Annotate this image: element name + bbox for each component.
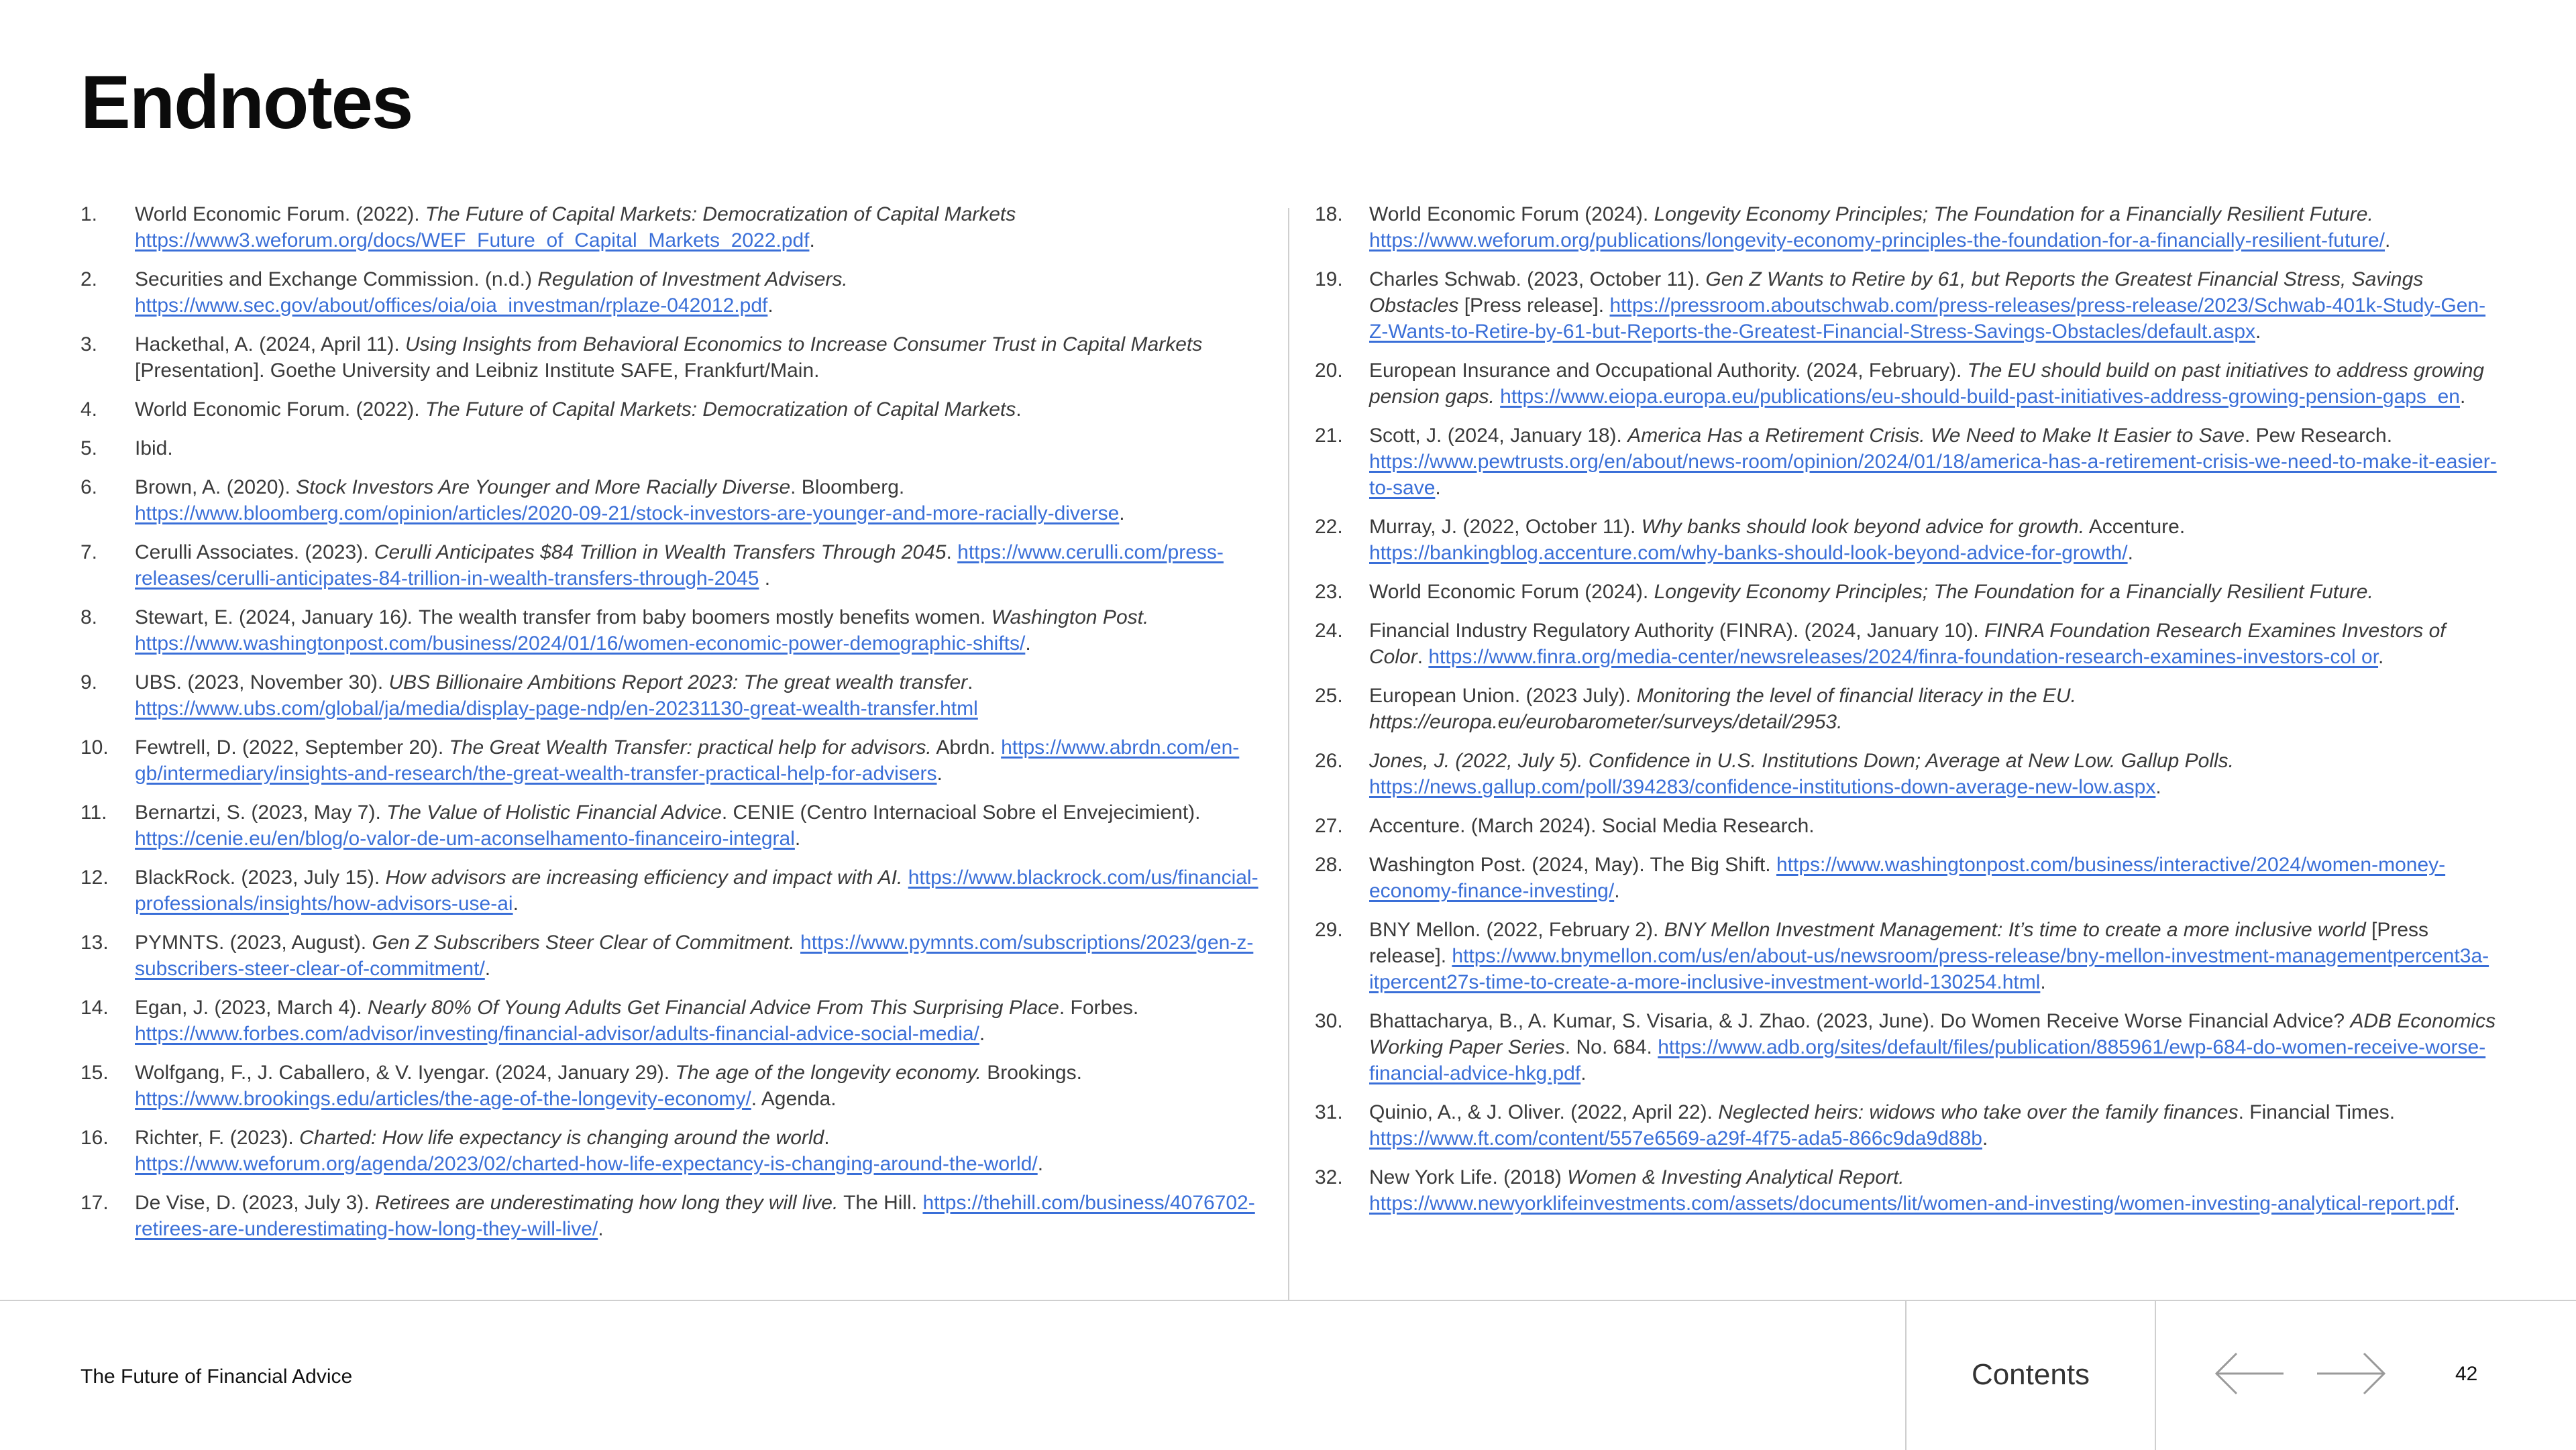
endnote-number: 4. — [80, 398, 98, 421]
endnote-item — [1315, 618, 2502, 670]
endnote-text-fragment: . Financial Times. — [2238, 1101, 2396, 1123]
endnote-number: 28. — [1315, 854, 1343, 876]
endnote-text-fragment: . — [513, 893, 519, 915]
endnote-text — [135, 474, 1268, 526]
endnote-text — [1369, 813, 2502, 839]
endnote-text-fragment: [Presentation]. Goethe University and Leibniz Institute SAFE, Frankfurt/Main. — [135, 359, 820, 382]
endnote-text-fragment: . — [1614, 880, 1620, 902]
endnote-link[interactable]: https://www.sec.gov/about/offices/oia/oia_investman/rplaze-042012.pdf — [135, 294, 768, 317]
endnote-number: 15. — [80, 1062, 109, 1084]
endnote-number: 11. — [80, 801, 107, 824]
endnote-text — [135, 734, 1268, 787]
endnote-text-fragment: . Forbes. — [1059, 997, 1139, 1019]
endnote-item — [80, 865, 1268, 917]
endnote-text-fragment: . — [1435, 477, 1441, 499]
endnote-number: 9. — [80, 671, 98, 693]
endnote-link[interactable]: https://bankingblog.accenture.com/why-banks-should-look-beyond-advice-for-growth/ — [1369, 542, 2128, 564]
endnote-source-title: Charted: How life expectancy is changing around the world — [299, 1127, 824, 1149]
endnote-text — [135, 266, 1268, 319]
endnote-link[interactable]: https://www.adb.org/sites/default/files/publication/885961/ewp-684-do-women-receive-worse-financial-advice-hkg.pdf — [1369, 1036, 2486, 1084]
endnote-source-title: Stock Investors Are Younger and More Racially Diverse — [296, 476, 791, 498]
endnote-item — [1315, 357, 2502, 410]
endnote-source-title: The age of the longevity economy. — [675, 1062, 981, 1084]
endnote-text-fragment: . — [1982, 1127, 1988, 1150]
endnote-text — [135, 930, 1268, 982]
endnote-item — [80, 669, 1268, 722]
endnote-text-fragment: . — [767, 294, 773, 317]
endnote-text-fragment: . — [979, 1023, 985, 1045]
endnote-text-fragment: . — [2460, 386, 2466, 408]
endnote-source-title: Gen Z Subscribers Steer Clear of Commitment. — [372, 932, 795, 954]
endnote-source-title: Washington Post. — [991, 606, 1149, 628]
endnote-link[interactable]: https://www.eiopa.europa.eu/publications/eu-should-build-past-initiatives-address-growing-pension-gaps_en — [1500, 386, 2460, 408]
endnote-text-fragment: . — [2454, 1192, 2460, 1215]
endnote-text-fragment: Abrdn. — [931, 736, 1002, 759]
endnote-link[interactable]: https://www.bnymellon.com/us/en/about-us/newsroom/press-release/bny-mellon-investment-managementpercent3a-itpercent27s-time-to-create-a-more-inclusive-investment-world-130254.html — [1369, 945, 2489, 993]
endnote-text — [1369, 357, 2502, 410]
endnote-text-fragment: . Pew Research. — [2244, 425, 2393, 447]
endnote-source-title: The Future of Capital Markets: Democratization of Capital Markets — [425, 398, 1016, 421]
endnote-text-fragment — [1495, 386, 1500, 408]
endnote-text — [1369, 683, 2502, 735]
endnote-text — [135, 396, 1268, 423]
endnote-source-title: Nearly 80% Of Young Adults Get Financial Advice From This Surprising Place — [367, 997, 1059, 1019]
endnote-source-title: Using Insights from Behavioral Economics to Increase Consumer Trust in Capital Markets — [405, 333, 1203, 355]
endnote-text-fragment: Egan, J. (2023, March 4). — [135, 997, 368, 1019]
endnote-text-fragment: . — [1580, 1062, 1587, 1084]
endnote-text-fragment: Hackethal, A. (2024, April 11). — [135, 333, 405, 355]
endnote-text-fragment: Wolfgang, F., J. Caballero, & V. Iyengar. (2024, January 29). — [135, 1062, 676, 1084]
endnote-text — [135, 799, 1268, 852]
page-number: 42 — [2455, 1363, 2478, 1385]
endnote-source-title: Longevity Economy Principles; The Foundation for a Financially Resilient Future. — [1654, 581, 2373, 603]
endnote-text — [1369, 266, 2502, 345]
endnote-text-fragment: . — [2127, 542, 2133, 564]
endnote-text — [135, 604, 1268, 657]
endnote-link[interactable]: https://www.cerulli.com/press-releases/cerulli-anticipates-84-trillion-in-wealth-transfers-through-2045 — [135, 541, 1224, 590]
endnote-link[interactable]: https://www.pymnts.com/subscriptions/2023/gen-z-subscribers-steer-clear-of-commitment/ — [135, 932, 1254, 980]
endnote-item — [1315, 852, 2502, 904]
endnote-text — [1369, 201, 2502, 254]
endnote-text-fragment: Quinio, A., & J. Oliver. (2022, April 22). — [1369, 1101, 1719, 1123]
endnote-text — [1369, 852, 2502, 904]
endnote-source-title: ). — [400, 606, 414, 628]
endnote-text — [135, 201, 1268, 254]
endnote-text — [135, 331, 1268, 384]
endnote-source-title: How advisors are increasing efficiency and impact with AI. — [385, 867, 903, 889]
endnote-text-fragment: . — [967, 671, 973, 693]
endnote-link[interactable]: https://www.weforum.org/publications/longevity-economy-principles-the-foundation-for-a-financially-resilient-future/ — [1369, 229, 2385, 252]
endnote-text-fragment: . — [2040, 971, 2046, 993]
endnote-text-fragment: The Hill. — [838, 1192, 923, 1214]
endnote-link[interactable]: https://www.ubs.com/global/ja/media/display-page-ndp/en-20231130-great-wealth-transfer.html — [135, 698, 978, 720]
endnote-text-fragment: Brown, A. (2020). — [135, 476, 297, 498]
endnote-text-fragment: . — [824, 1127, 830, 1149]
endnote-item — [1315, 683, 2502, 735]
endnote-number: 22. — [1315, 516, 1343, 538]
endnote-text — [1369, 514, 2502, 566]
endnote-link[interactable]: https://www.newyorklifeinvestments.com/assets/documents/lit/women-and-investing/women-investing-analytical-report.pdf — [1369, 1192, 2455, 1215]
endnote-source-title: Cerulli Anticipates $84 Trillion in Wealth Transfers Through 2045 — [374, 541, 947, 563]
endnote-item — [80, 474, 1268, 526]
endnote-link[interactable]: https://cenie.eu/en/blog/o-valor-de-um-aconselhamento-financeiro-integral — [135, 828, 795, 850]
endnote-item — [80, 1060, 1268, 1112]
endnote-source-title: FINRA Foundation Research Examines Investors of Color — [1369, 620, 2446, 668]
endnote-item — [80, 201, 1268, 254]
endnote-number: 7. — [80, 541, 98, 563]
endnote-text-fragment: BNY Mellon. (2022, February 2). — [1369, 919, 1664, 941]
endnote-source-title: The Great Wealth Transfer: practical help for advisors. — [449, 736, 932, 759]
arrow-left-icon[interactable] — [2214, 1347, 2288, 1400]
endnote-text-fragment: Financial Industry Regulatory Authority (FINRA). (2024, January 10). — [1369, 620, 1985, 642]
endnote-number: 32. — [1315, 1166, 1343, 1188]
endnote-number: 12. — [80, 867, 109, 889]
endnote-text-fragment: De Vise, D. (2023, July 3). — [135, 1192, 375, 1214]
page-title: Endnotes — [80, 60, 413, 144]
endnote-text-fragment: . — [2255, 321, 2261, 343]
endnote-source-title: Gen Z Wants to Retire by 61, but Reports the Greatest Financial Stress, Savings Obstacles — [1369, 268, 2424, 317]
endnote-text-fragment: Bernartzi, S. (2023, May 7). — [135, 801, 387, 824]
endnote-item — [1315, 201, 2502, 254]
endnote-text-fragment: Scott, J. (2024, January 18). — [1369, 425, 1628, 447]
endnote-link[interactable]: https://www.forbes.com/advisor/investing/financial-advisor/adults-financial-advice-social-media/ — [135, 1023, 979, 1045]
endnote-text-fragment: . — [1037, 1153, 1044, 1175]
endnote-source-title: Jones, J. (2022, July 5). Confidence in U.S. Institutions Down; Average at New Low. Gallup Polls. — [1369, 750, 2234, 772]
endnote-source-title: Regulation of Investment Advisers. — [537, 268, 848, 290]
endnote-source-title: The EU should build on past initiatives to address growing pension gaps. — [1369, 359, 2485, 408]
endnote-number: 25. — [1315, 685, 1343, 707]
endnote-text-fragment: . — [1016, 398, 1022, 421]
endnote-text-fragment: Accenture. — [2084, 516, 2186, 538]
endnote-source-title: Longevity Economy Principles; The Foundation for a Financially Resilient Future. — [1654, 203, 2373, 225]
endnote-number: 24. — [1315, 620, 1343, 642]
endnote-text-fragment: . Bloomberg. — [790, 476, 905, 498]
endnote-number: 30. — [1315, 1010, 1343, 1032]
endnote-source-title: The Value of Holistic Financial Advice — [386, 801, 722, 824]
endnote-text-fragment: The wealth transfer from baby boomers mostly benefits women. — [413, 606, 991, 628]
endnote-link[interactable]: https://www.ft.com/content/557e6569-a29f-4f75-ada5-866c9da9d88b — [1369, 1127, 1982, 1150]
endnote-link[interactable]: https://thehill.com/business/4076702-retirees-are-underestimating-how-long-they-will-live/ — [135, 1192, 1255, 1240]
endnote-number: 16. — [80, 1127, 109, 1149]
endnote-item — [80, 604, 1268, 657]
endnote-number: 19. — [1315, 268, 1343, 290]
endnote-text — [135, 539, 1268, 592]
endnote-text — [1369, 1008, 2502, 1086]
endnote-text-fragment — [795, 932, 800, 954]
endnote-source-title: Monitoring the level of financial literacy in the EU. https://europa.eu/eurobarometer/surveys/detail/2953. — [1369, 685, 2076, 733]
endnote-item — [80, 799, 1268, 852]
endnote-link[interactable]: https://news.gallup.com/poll/394283/confidence-institutions-down-average-new-low.aspx — [1369, 776, 2156, 798]
endnote-text-fragment: . Agenda. — [751, 1088, 837, 1110]
document-title: The Future of Financial Advice — [80, 1365, 353, 1388]
endnote-text-fragment: [Press release]. — [1458, 294, 1610, 317]
endnote-link[interactable]: https://www.brookings.edu/articles/the-age-of-the-longevity-economy/ — [135, 1088, 751, 1110]
endnote-text-fragment: World Economic Forum (2024). — [1369, 203, 1654, 225]
endnote-number: 2. — [80, 268, 98, 290]
endnote-text-fragment: . — [598, 1218, 604, 1240]
endnote-number: 10. — [80, 736, 109, 759]
endnote-number: 6. — [80, 476, 98, 498]
endnote-number: 17. — [80, 1192, 109, 1214]
footer-divider — [2155, 1301, 2156, 1450]
endnote-text — [1369, 917, 2502, 995]
endnote-source-title: Neglected heirs: widows who take over the family finances — [1718, 1101, 2239, 1123]
endnote-text-fragment: [Press release]. — [1369, 919, 2429, 967]
endnote-text-fragment: BlackRock. (2023, July 15). — [135, 867, 386, 889]
endnote-number: 27. — [1315, 815, 1343, 837]
endnote-item — [80, 995, 1268, 1047]
endnote-text-fragment: . — [2155, 776, 2161, 798]
endnote-text-fragment: Accenture. (March 2024). Social Media Research. — [1369, 815, 1815, 837]
endnote-item — [1315, 748, 2502, 800]
endnote-text — [135, 1060, 1268, 1112]
endnote-link[interactable]: https://www.blackrock.com/us/financial-professionals/insights/how-advisors-use-ai — [135, 867, 1258, 915]
endnote-item — [80, 1190, 1268, 1242]
endnote-item — [1315, 514, 2502, 566]
endnote-source-title: ADB Economics Working Paper Series — [1369, 1010, 2496, 1058]
endnote-text-fragment — [902, 867, 908, 889]
endnote-text-fragment: PYMNTS. (2023, August). — [135, 932, 372, 954]
endnote-number: 21. — [1315, 425, 1343, 447]
endnote-item — [80, 331, 1268, 384]
endnote-link[interactable]: https://www.washingtonpost.com/business/2024/01/16/women-economic-power-demographic-shifts/ — [135, 632, 1026, 655]
endnote-text-fragment: Charles Schwab. (2023, October 11). — [1369, 268, 1706, 290]
endnote-item — [80, 435, 1268, 461]
endnote-source-title: Women & Investing Analytical Report. — [1567, 1166, 1904, 1188]
endnote-link[interactable]: https://www.washingtonpost.com/business/interactive/2024/women-money-economy-finance-investing/ — [1369, 854, 2446, 902]
endnote-text-fragment: Fewtrell, D. (2022, September 20). — [135, 736, 449, 759]
endnote-text — [135, 669, 1268, 722]
endnote-number: 26. — [1315, 750, 1343, 772]
endnote-link[interactable]: https://www.bloomberg.com/opinion/articles/2020-09-21/stock-investors-are-younger-and-more-racially-diverse — [135, 502, 1120, 524]
endnote-text-fragment: World Economic Forum. (2022). — [135, 203, 425, 225]
endnotes-column-left — [80, 201, 1268, 1255]
endnote-link[interactable]: https://www.weforum.org/agenda/2023/02/charted-how-life-expectancy-is-changing-around-the-world/ — [135, 1153, 1038, 1175]
endnote-text — [1369, 423, 2502, 501]
endnote-item — [1315, 266, 2502, 345]
endnote-number: 3. — [80, 333, 98, 355]
endnotes-column-right — [1315, 201, 2502, 1229]
endnote-source-title: Why banks should look beyond advice for growth. — [1641, 516, 2085, 538]
endnote-link[interactable]: https://www.abrdn.com/en-gb/intermediary/insights-and-research/the-great-wealth-transfer-practical-help-for-advisers — [135, 736, 1240, 785]
endnote-source-title: UBS Billionaire Ambitions Report 2023: The great wealth transfer — [388, 671, 968, 693]
endnote-number: 14. — [80, 997, 109, 1019]
endnote-number: 23. — [1315, 581, 1343, 603]
endnote-text — [135, 1190, 1268, 1242]
endnote-number: 1. — [80, 203, 98, 225]
endnote-text-fragment: Cerulli Associates. (2023). — [135, 541, 374, 563]
endnote-text — [1369, 1164, 2502, 1217]
endnote-source-title: Retirees are underestimating how long they will live. — [374, 1192, 839, 1214]
endnote-number: 13. — [80, 932, 109, 954]
endnote-text-fragment: World Economic Forum. (2022). — [135, 398, 425, 421]
contents-button[interactable]: Contents — [1971, 1358, 2090, 1391]
endnote-text-fragment: Ibid. — [135, 437, 173, 459]
endnote-text-fragment: . — [759, 567, 771, 590]
endnote-text-fragment: . — [2385, 229, 2391, 252]
endnote-text-fragment: . CENIE (Centro Internacioal Sobre el Envejecimient). — [721, 801, 1201, 824]
endnote-text-fragment: New York Life. (2018) — [1369, 1166, 1568, 1188]
endnote-text-fragment: European Insurance and Occupational Authority. (2024, February). — [1369, 359, 1968, 382]
endnote-item — [1315, 579, 2502, 605]
arrow-right-icon[interactable] — [2313, 1347, 2387, 1400]
endnote-item — [1315, 917, 2502, 995]
endnote-text-fragment: UBS. (2023, November 30). — [135, 671, 389, 693]
endnote-item — [1315, 813, 2502, 839]
endnote-text — [135, 435, 1268, 461]
endnote-number: 29. — [1315, 919, 1343, 941]
endnote-text-fragment: European Union. (2023 July). — [1369, 685, 1637, 707]
endnote-number: 31. — [1315, 1101, 1343, 1123]
endnote-text-fragment: . — [484, 958, 491, 980]
endnote-text-fragment: Washington Post. (2024, May). The Big Shift. — [1369, 854, 1776, 876]
endnote-text-fragment: Securities and Exchange Commission. (n.d.) — [135, 268, 538, 290]
endnote-text-fragment: . — [2378, 646, 2384, 668]
endnote-text — [135, 995, 1268, 1047]
endnote-item — [80, 539, 1268, 592]
endnote-text-fragment: World Economic Forum (2024). — [1369, 581, 1654, 603]
endnote-item — [80, 734, 1268, 787]
endnote-text-fragment: . — [794, 828, 801, 850]
endnote-item — [80, 266, 1268, 319]
endnote-link[interactable]: https://www.finra.org/media-center/newsreleases/2024/finra-foundation-research-examines-investors-col or — [1428, 646, 2379, 668]
endnote-text-fragment: Brookings. — [981, 1062, 1082, 1084]
endnote-item — [80, 396, 1268, 423]
endnote-item — [80, 930, 1268, 982]
endnote-item — [1315, 1099, 2502, 1152]
endnote-source-title: America Has a Retirement Crisis. We Need to Make It Easier to Save — [1627, 425, 2245, 447]
endnote-text — [1369, 748, 2502, 800]
endnote-text-fragment: . — [809, 229, 815, 252]
column-divider — [1288, 208, 1289, 1301]
endnote-number: 18. — [1315, 203, 1343, 225]
endnote-text-fragment: Richter, F. (2023). — [135, 1127, 300, 1149]
endnote-text-fragment: . — [1025, 632, 1031, 655]
endnote-link[interactable]: https://pressroom.aboutschwab.com/press-releases/press-release/2023/Schwab-401k-Study-Gen-Z-Wants-to-Retire-by-61-but-Reports-the-Greatest-Financial-Stress-Savings-Obstacles/default.aspx — [1369, 294, 2486, 343]
endnote-item — [1315, 1008, 2502, 1086]
endnote-text-fragment: . No. 684. — [1564, 1036, 1658, 1058]
endnote-text — [1369, 1099, 2502, 1152]
endnote-text-fragment: Murray, J. (2022, October 11). — [1369, 516, 1642, 538]
endnote-item — [1315, 1164, 2502, 1217]
endnote-text — [1369, 618, 2502, 670]
endnote-text — [135, 865, 1268, 917]
endnote-text-fragment: Bhattacharya, B., A. Kumar, S. Visaria, & J. Zhao. (2023, June). Do Women Receive Worse Financial Advice? — [1369, 1010, 2351, 1032]
endnote-text-fragment: . — [1417, 646, 1429, 668]
endnote-number: 20. — [1315, 359, 1343, 382]
endnote-source-title: The Future of Capital Markets: Democratization of Capital Markets — [425, 203, 1016, 225]
endnote-text-fragment: . — [946, 541, 958, 563]
endnote-number: 8. — [80, 606, 98, 628]
endnote-number: 5. — [80, 437, 98, 459]
footer — [0, 1300, 2576, 1449]
endnote-text-fragment: . — [936, 763, 943, 785]
endnote-link[interactable]: https://www3.weforum.org/docs/WEF_Future_of_Capital_Markets_2022.pdf — [135, 229, 810, 252]
endnote-text — [1369, 579, 2502, 605]
endnote-item — [1315, 423, 2502, 501]
endnote-text-fragment: . — [1119, 502, 1125, 524]
endnote-text-fragment: Stewart, E. (2024, January 16 — [135, 606, 401, 628]
endnote-source-title: BNY Mellon Investment Management: It’s time to create a more inclusive world — [1664, 919, 2366, 941]
endnote-item — [80, 1125, 1268, 1177]
endnote-link[interactable]: https://www.pewtrusts.org/en/about/news-room/opinion/2024/01/18/america-has-a-retirement-crisis-we-need-to-make-it-easier-to-save — [1369, 451, 2497, 499]
endnote-text — [135, 1125, 1268, 1177]
